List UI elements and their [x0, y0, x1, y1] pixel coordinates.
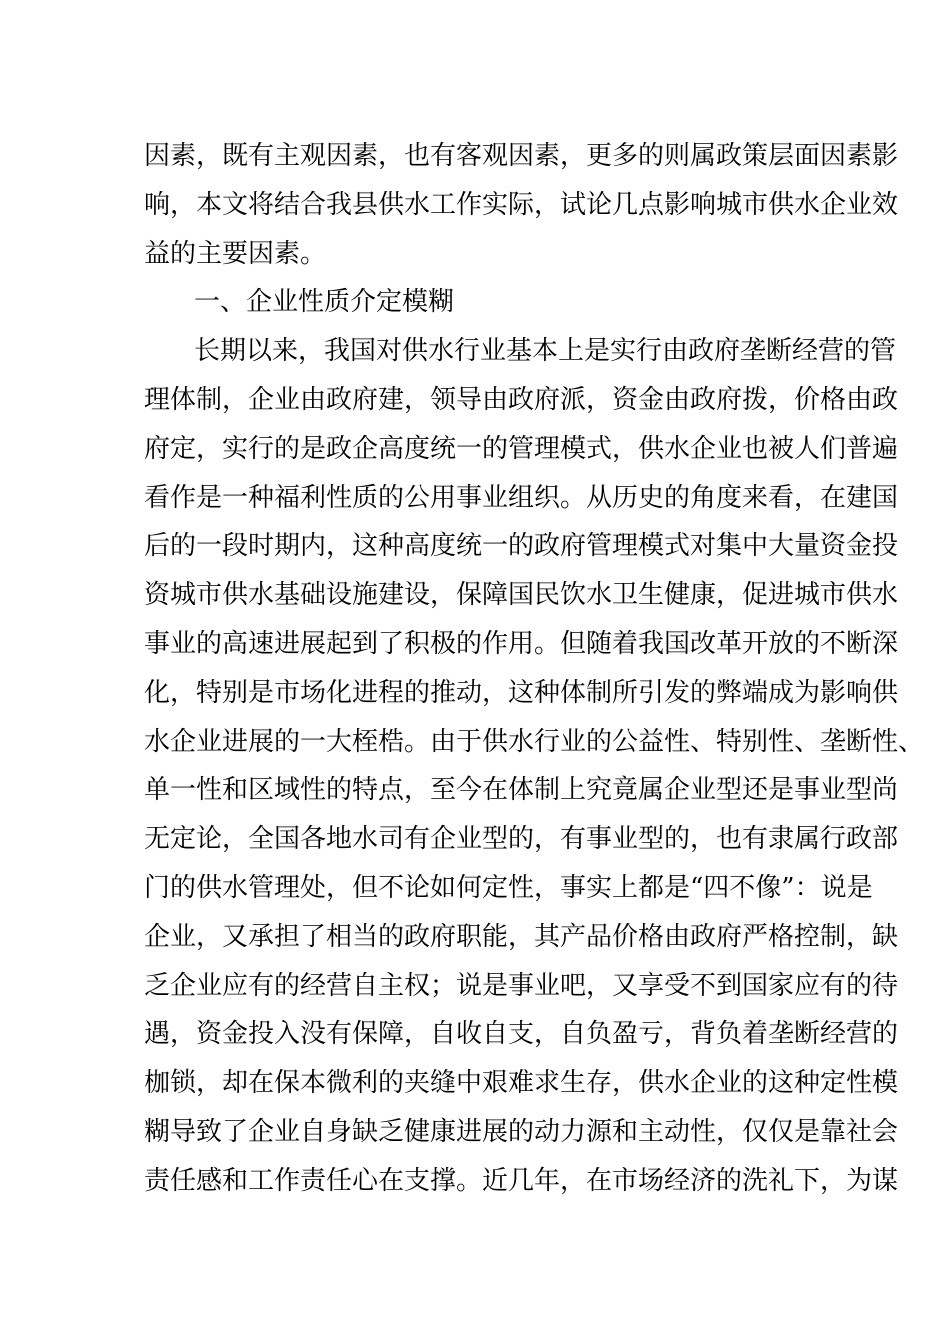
text-line: 益的主要因素。 [144, 238, 327, 269]
text-line: 长期以来，我国对供水行业基本上是实行由政府垄断经营的管 [194, 336, 897, 367]
text-line: 遇，资金投入没有保障，自收自支，自负盈亏，背负着垄断经营的 [144, 1019, 899, 1050]
text-line: 单一性和区域性的特点，至今在体制上究竟属企业型还是事业型尚 [144, 775, 899, 806]
text-line: 责任感和工作责任心在支撑。近几年，在市场经济的洗礼下，为谋 [144, 1165, 899, 1196]
text-line: 事业的高速进展起到了积极的作用。但随着我国改革开放的不断深 [144, 628, 899, 659]
text-line: 理体制，企业由政府建，领导由政府派，资金由政府拨，价格由政 [144, 384, 899, 415]
text-line: 门的供水管理处，但不论如何定性，事实上都是“四不像”：说是 [144, 872, 873, 903]
body-text [144, 132, 925, 1206]
text-line: 看作是一种福利性质的公用事业组织。从历史的角度来看，在建国 [144, 482, 899, 513]
text-line: 无定论，全国各地水司有企业型的，有事业型的，也有隶属行政部 [144, 824, 899, 855]
text-line: 资城市供水基础设施建设，保障国民饮水卫生健康，促进城市供水 [144, 580, 899, 611]
text-line: 水企业进展的一大桎梏。由于供水行业的公益性、特别性、垄断性、 [144, 726, 925, 757]
text-line: 响，本文将结合我县供水工作实际，试论几点影响城市供水企业效 [144, 189, 899, 220]
text-line: 府定，实行的是政企高度统一的管理模式，供水企业也被人们普遍 [144, 433, 899, 464]
text-line: 因素，既有主观因素，也有客观因素，更多的则属政策层面因素影 [144, 141, 899, 171]
section-heading: 一、企业性质介定模糊 [194, 287, 455, 318]
text-line: 企业，又承担了相当的政府职能，其产品价格由政府严格控制，缺 [144, 921, 899, 952]
text-line: 化，特别是市场化进程的推动，这种体制所引发的弊端成为影响供 [144, 677, 899, 708]
text-line: 后的一段时期内，这种高度统一的政府管理模式对集中大量资金投 [144, 531, 899, 562]
text-line: 乏企业应有的经营自主权；说是事业吧，又享受不到国家应有的待 [144, 970, 899, 1001]
text-line: 枷锁，却在保本微利的夹缝中艰难求生存，供水企业的这种定性模 [144, 1068, 899, 1099]
text-line: 糊导致了企业自身缺乏健康进展的动力源和主动性，仅仅是靠社会 [144, 1116, 899, 1147]
